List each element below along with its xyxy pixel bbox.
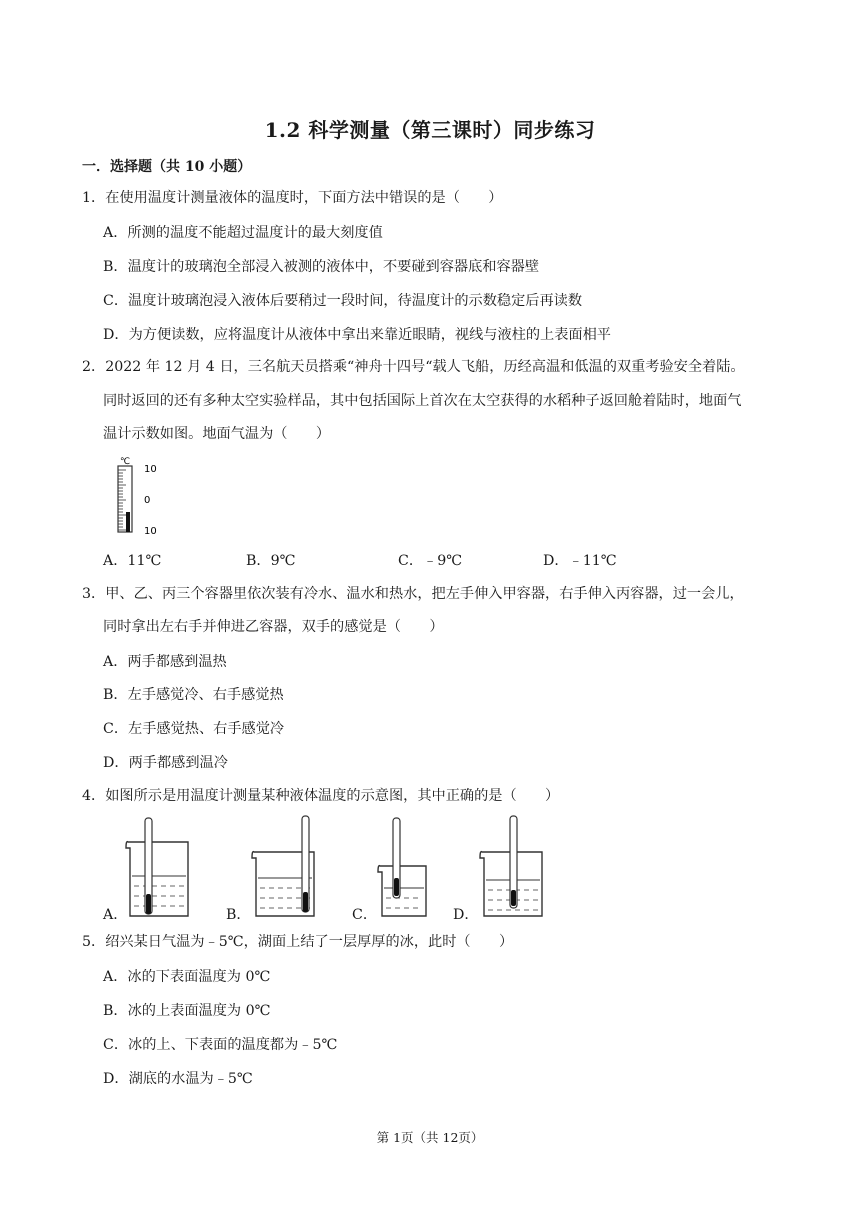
page-title: 1.2 科学测量（第三课时）同步练习	[264, 118, 596, 142]
question-3-option-d: D．两手都感到温冷	[103, 755, 228, 771]
question-2-option-d: D．﹣11℃	[543, 553, 617, 569]
question-2-stem-line-3: 温计示数如图。地面气温为（ ）	[103, 426, 331, 442]
page-footer: 第 1页（共 12页）	[376, 1130, 484, 1145]
question-2-option-a: A．11℃	[103, 553, 162, 569]
question-4-option-b: B．	[226, 907, 251, 923]
question-5-option-a: A．冰的下表面温度为 0℃	[103, 969, 271, 985]
question-4-option-a: A．	[103, 907, 128, 923]
question-4-option-c: C．	[352, 907, 378, 923]
beaker-figure-b	[250, 814, 322, 920]
question-2-stem-line-2: 同时返回的还有多种太空实验样品，其中包括国际上首次在太空获得的水稻种子返回舱着陆时，地面气	[103, 393, 742, 409]
thermometer-scale-top: 10	[144, 464, 157, 475]
question-1-option-d: D．为方便读数，应将温度计从液体中拿出来靠近眼睛，视线与液柱的上表面相平	[103, 327, 611, 343]
question-3-option-c: C．左手感觉热、右手感觉冷	[103, 721, 285, 737]
question-3-option-a: A．两手都感到温热	[103, 654, 227, 670]
question-3-stem-line-1: 3．甲、乙、丙三个容器里依次装有冷水、温水和热水，把左手伸入甲容器，右手伸入丙容器，过一会儿，	[82, 586, 744, 602]
question-3-option-b: B．左手感觉冷、右手感觉热	[103, 687, 284, 703]
question-1-option-c: C．温度计玻璃泡浸入液体后要稍过一段时间，待温度计的示数稳定后再读数	[103, 293, 583, 309]
question-1-option-a: A．所测的温度不能超过温度计的最大刻度值	[103, 225, 383, 241]
question-4-stem: 4．如图所示是用温度计测量某种液体温度的示意图，其中正确的是（ ）	[82, 788, 560, 804]
question-5-option-c: C．冰的上、下表面的温度都为﹣5℃	[103, 1037, 338, 1053]
section-heading: 一．选择题（共 10 小题）	[82, 159, 252, 175]
question-5-stem: 5．绍兴某日气温为﹣5℃，湖面上结了一层厚厚的冰，此时（ ）	[82, 934, 514, 950]
question-3-stem-line-2: 同时拿出左右手并伸进乙容器，双手的感觉是（ ）	[103, 619, 444, 635]
thermometer-scale-middle: 0	[144, 495, 151, 506]
beaker-figure-a	[124, 814, 196, 920]
question-2-option-b: B．9℃	[246, 553, 296, 569]
question-5-option-b: B．冰的上表面温度为 0℃	[103, 1003, 271, 1019]
beaker-figure-c	[376, 814, 436, 920]
thermometer-unit-label: ℃	[120, 457, 131, 467]
question-4-option-d: D．	[453, 907, 479, 923]
question-5-option-d: D．湖底的水温为﹣5℃	[103, 1071, 253, 1087]
beaker-figure-d	[478, 814, 550, 920]
thermometer-figure	[110, 454, 170, 538]
question-2-stem-line-1: 2．2022 年 12 月 4 日，三名航天员搭乘“神舟十四号“载人飞船，历经高温和低温的双重考验安全着陆。	[82, 359, 745, 375]
question-1-stem: 1．在使用温度计测量液体的温度时，下面方法中错误的是（ ）	[82, 190, 503, 206]
question-2-option-c: C．﹣9℃	[398, 553, 463, 569]
question-1-option-b: B．温度计的玻璃泡全部浸入被测的液体中，不要碰到容器底和容器壁	[103, 259, 540, 275]
thermometer-scale-bottom: 10	[144, 526, 157, 537]
